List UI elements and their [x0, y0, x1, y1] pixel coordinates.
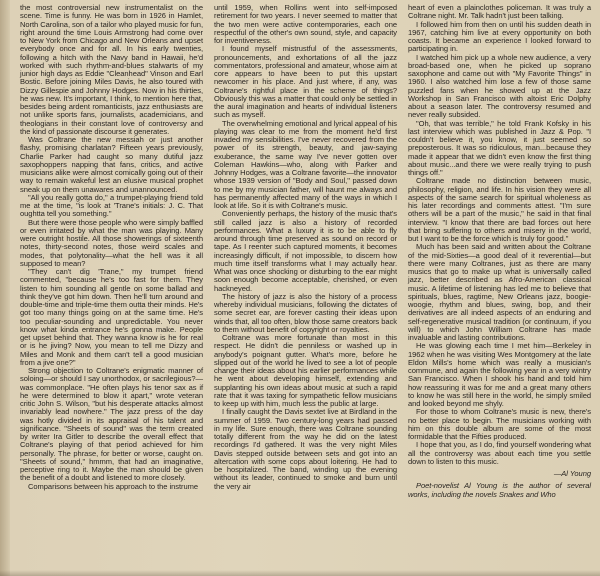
text-column-3 — [408, 4, 591, 499]
paragraph: Conveniently perhaps, the history of the music that's still called jazz is also a history of recorded performances. What a luxury it is to be able to fly around through time preserved as sound on record or tape. As I reenter such captured moments, it becomes increasingly difficult, if not impossible, to discern how much time itself transforms what I may actually hear. What was once shocking or disturbing to the ear might soon enough become acceptable, cherished, or even hackneyed. — [214, 209, 397, 293]
page-bottom-shadow — [0, 570, 600, 576]
paragraph: heart of even a plainclothes policeman. It was truly a Coltrane night. Mr. Talk hadn't just been talking. — [408, 3, 591, 21]
paragraph: Coltrane was more fortunate than most in this respect. He didn't die penniless or washed up in anybody's poignant gutter. What's more, before he slipped out of the world he lived to see a lot of people change their ideas about his earlier performances while he went about developing himself, extending and supplanting his own ideas about music at such a rapid rate that it was taxing for sympathetic fellow musicians to keep up with him, much less the public at large. — [214, 333, 397, 408]
paragraph: Was Coltrane the new messiah or just another flashy, promising charlatan? Fifteen years previously, Charlie Parker had caught so many dutiful jazz saxophoppers napping that fans, critics, and active musicians alike were almost comically going out of their way to remain wakeful lest an elusive musical prophet sneak up on them unawares and unannounced. — [20, 135, 203, 194]
paragraph: I followed him from then on until his sudden death in 1967, catching him live at every opportunity on both coasts. It became an experience I looked forward to participating in. — [408, 19, 591, 54]
author-signature: —Al Young — [553, 469, 591, 478]
paragraph: I finally caught the Davis sextet live at Birdland in the summer of 1959. Two century-long years had passed in my life. Sure enough, there was Coltrane sounding totally different from the way he did on the latest recordings I'd gathered. It was the very night Miles Davis stepped outside between sets and got into an altercation with some cops about loitering. He had to be hospitalized. The band, winding up the evening without its leader, continued to smoke and burn until the very air — [214, 407, 397, 491]
author-bio: Poet-novelist Al Young is the author of several works, including the novels Snakes and Who — [408, 481, 591, 499]
paragraph: I watched him pick up a whole new audience, a very broad-based one, when he picked up soprano saxophone and came out with "My Favorite Things" in 1960. I also watched him lose a few of those same puzzled fans when he showed up at the Jazz Workshop in San Francisco with altoist Eric Dolphy about a season later. The controversy resumed and never really subsided. — [408, 52, 591, 120]
paragraph: Strong objection to Coltrane's enigmatic manner of soloing—or should I say unorthodox, or sacrilegious?—was commonplace. "He often plays his tenor sax as if he were determined to blow it apart," wrote veteran critic John S. Wilson, "but his desperate attacks almost invariably lead nowhere." The jazz press of the day was hotly divided in its appraisal of his talent and significance. "Sheets of sound" was the term created by writer Ira Gitler to describe the overall effect that Coltrane's playing of that period achieved for him personally. The phrase, for better or worse, caught on. "Sheets of sound," hmmm, that had an imaginative, perceptive ring to it. Maybe the man should be given the benefit of a doubt and listened to more closely. — [20, 366, 203, 483]
paragraph: The overwhelming emotional and lyrical appeal of his playing was clear to me from the moment he'd first invaded my sensibilities. I've never recovered from the power of its strength, beauty, and jaw-saying exuberance, the same way I've never gotten over Coleman Hawkins—who, along with Parker and Johnny Hodges, was a Coltrane favorite—the innovator whose 1939 version of "Body and Soul," passed down to me by my musician father, will haunt me always and has permanently affected many of the ways in which I look at life. So it is with Coltrane's music. — [214, 118, 397, 210]
paragraph: I hope that you, as I do, find yourself wondering what all the controversy was about each time you settle down to listen to this music. — [408, 440, 591, 466]
paragraph: Coltrane made no distinction between music, philosophy, religion, and life. In his vision they were all aspects of the same search for spiritual wholeness as his later recordings and comments attest. "I'm sure others will be a part of the music," he said in that final interview. "I know that there are bad forces out here that bring suffering to others and misery in the world, but I want to be the force which is truly for good." — [408, 176, 591, 243]
paragraph: "They can't dig 'Trane," my trumpet friend commented, "because he's too fast for them. They listen to him sounding all gentle on some ballad and think they've got him down. Then he'll turn around and double-time and triple-time them outta their minds. He's got too many things going on at the same time. He's too peculiar-sounding and unpredictable. You never know what kinda entrance he's gonna make. People get upset behind that. They wanna know is he for real or is he jiving? Now, you mean to tell me Dizzy and Miles and Monk and them can't tell a good musician from a jive one?" — [20, 267, 203, 367]
text-column-1 — [20, 4, 203, 491]
paragraph: He was glowing each time I met him—Berkeley in 1962 when he was visiting Wes Montgomery at the late Eldon Mills's home which was really a musician's commune, and again the following year in a very wintry San Francisco. When I shook his hand and told him how reassuring it was for me and a great many others to know he was still here in the world, he simply smiled and looked beyond me shyly. — [408, 341, 591, 408]
paragraph: Comparisons between his approach to the instrume — [28, 481, 199, 491]
paragraph: "All you really gotta do," a trumpet-playing friend told me at the time, "is look at 'Trane's initials: J. C. That oughtta tell you something." — [20, 192, 203, 219]
paragraph: The history of jazz is also the history of a process whereby individual musicians, following the dictates of some secret ear, are forever casting their ideas upon winds that, all too often, blow those same creators back to them without benefit of copyright or royalties. — [214, 291, 397, 334]
paragraph: For those to whom Coltrane's music is new, there's no better place to begin. The musicians working with him on this double album are some of the most formidable that the Fifties produced. — [408, 407, 591, 441]
paragraph: the most controversial new instrumentalist on the scene. Time is funny. He was born in 1926 in Hamlet, North Carolina, son of a tailor who played music for fun, right around the time Louis Armstrong had come over to New York from Chicago and New Orleans and upset everybody once and for all. In his early twenties, following a hitch with the Navy band in Hawaii, he'd worked with such rhythm-and-blues stalwarts of my junior high days as Eddie "Cleanhead" Vinson and Earl Bostic. Before joining Miles Davis, he also toured with Dizzy Gillespie and Johnny Hodges. Now in his thirties, he was new. It's important, I think, to mention here that, besides being ardent romanticists, jazz enthusiasts are not unlike sports fans, journalists, academicians, and theologians in their constant love of controversy and the kind of passionate discourse it generates. — [20, 3, 203, 136]
paragraph: I found myself mistrustful of the assessments, pronouncements, and exhortations of all the jazz commentators, professional and amateur, whose aim at core appears to have been to put this upstart newcomer in his place. And just where, if any, was Coltrane's rightful place in the scheme of things? Obviously this was a matter that could only be settled in the aural imagination and hearts of individual listeners such as myself. — [214, 44, 397, 120]
text-column-2 — [214, 4, 397, 491]
album-spine-edge — [0, 0, 10, 576]
paragraph: Much has been said and written about the Coltrane of the mid-Sixties—a good deal of it reverential—but there were many Coltranes, just as there are many musics that go to make up what is universally called jazz, better described as Afro-American classical music. A lifetime of listening has led me to believe that spirituals, blues, ragtime, New Orleans jazz, boogie-woogie, rhythm and blues, swing, bop, and their derivatives are all indeed aspects of an enduring and self-regenerative musical tradition (or continuum, if you will) to which John William Coltrane has made invaluable and lasting contributions. — [408, 242, 591, 342]
paragraph: But there were those people who were simply baffled or even irritated by what the man was playing. Many were outright hostile. All those showerings of sixteenth notes, thirty-second notes, those weird scales and modes, that polytonality—what the hell was it all supposed to mean? — [20, 217, 203, 268]
paragraph: until 1959, when Rollins went into self-imposed retirement for two years. I never seemed to matter that the two men were active contemporaries, each one respectful of the other's own sound, style, and capacity for inventiveness. — [214, 3, 397, 45]
paragraph: "Oh, that was terrible," he told Frank Kofsky in his last interview which was published in Jazz & Pop. "I couldn't believe it, you know, it just seemed so preposterous. It was so ridiculous, man...because they made it appear that we didn't even know the first thing about music...and there we were really trying to push things off." — [408, 118, 591, 177]
